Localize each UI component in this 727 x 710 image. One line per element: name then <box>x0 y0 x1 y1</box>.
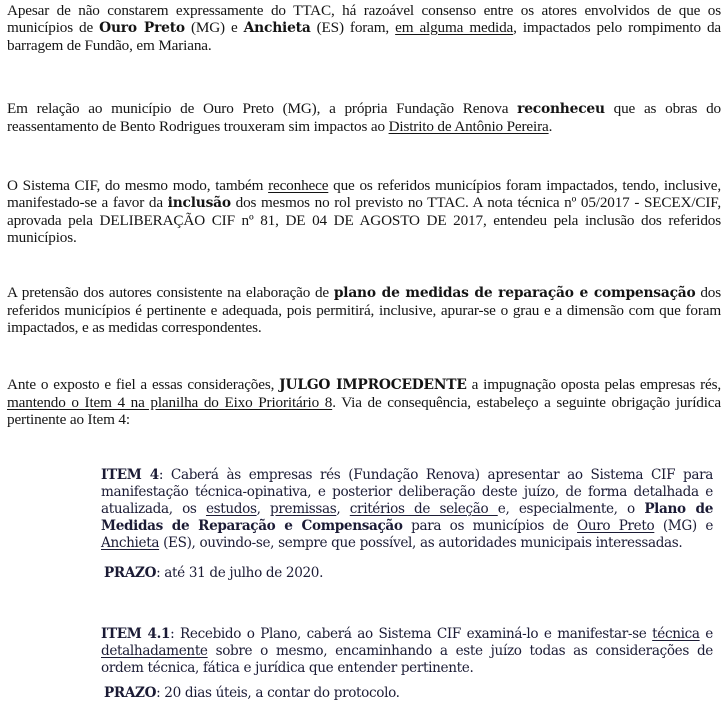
prazo-item-4-1 <box>104 685 716 702</box>
text: (MG) e <box>654 518 714 534</box>
text: A pretensão dos autores consistente na elaboração de <box>7 284 334 301</box>
underline-anchieta: Anchieta <box>101 535 160 551</box>
underline-detalhadamente: detalhadamente <box>101 643 208 659</box>
prazo-text: : 20 dias úteis, a contar do protocolo. <box>156 685 400 701</box>
bold-plano-medidas: Plano de Medidas de Reparação e Compensação <box>101 501 713 534</box>
underline-distrito: Distrito de Antônio Pereira <box>388 118 549 135</box>
text: (MG) e <box>184 19 244 36</box>
underline-estudos: estudos <box>205 501 257 517</box>
item-4-1-obligation <box>101 626 713 677</box>
paragraph-julgamento <box>7 376 721 428</box>
underline-reconhece: reconhece <box>268 177 329 194</box>
bold-reconheceu: reconheceu <box>517 101 605 117</box>
text: Apesar de não constarem expressamente do TTAC, há razoável consenso entre os atores envolvidos de que os municípios de <box>7 2 721 36</box>
text: , <box>336 501 350 517</box>
paragraph-sistema-cif <box>7 177 721 246</box>
text: (ES) foram, <box>310 19 396 36</box>
text: a impugnação oposta pelas empresas rés, <box>466 376 721 393</box>
text: dos mesmos no rol previsto no TTAC. A nota técnica nº 05/2017 - SECEX/CIF, aprovada pela DELIBERAÇÃO CIF nº 81, DE 04 DE AGOSTO DE 2017, entendeu pela inclusão dos referidos municípios. <box>7 194 722 246</box>
text: . Via de consequência, estabeleço a seguinte obrigação jurídica pertinente ao Item 4: <box>7 394 721 428</box>
text: (ES), ouvindo-se, sempre que possível, as autoridades municipais interessadas. <box>159 535 683 551</box>
text: Em relação ao município de Ouro Preto (MG), a própria Fundação Renova <box>7 100 518 117</box>
text: dos referidos municípios é pertinente e adequada, pois permitirá, inclusive, apurar-se o grau e a dimensão com que foram impactados, e as medidas correspondentes. <box>7 284 722 336</box>
item-4-label: ITEM 4 <box>101 467 159 483</box>
bold-plano: plano de medidas de reparação e compensação <box>333 285 696 301</box>
bold-anchieta: Anchieta <box>243 20 311 36</box>
text: Ante o exposto e fiel a essas considerações, <box>7 376 280 393</box>
prazo-item-4 <box>104 565 716 582</box>
paragraph-ouro-preto <box>7 100 721 135</box>
item-4-obligation <box>101 467 713 552</box>
underline-em-alguma-medida: em alguma medida <box>395 19 514 36</box>
text: para os municípios de <box>402 518 578 534</box>
text: que os referidos municípios foram impactados, tendo, inclusive, manifestado-se a favor da <box>7 177 721 211</box>
bold-inclusao: inclusão <box>167 195 231 211</box>
item-4-1-label: ITEM 4.1 <box>101 626 171 642</box>
text: e <box>699 626 713 642</box>
text: : Caberá às empresas rés (Fundação Renova) apresentar ao Sistema CIF para manifestação técnica-opinativa, e posterior deliberação deste juízo, de forma detalhada e atualizada, os <box>101 467 713 517</box>
text: : Recebido o Plano, caberá ao Sistema CIF examiná-lo e manifestar-se <box>170 626 653 642</box>
underline-criterios: critérios de seleção <box>349 501 498 517</box>
prazo-text: : até 31 de julho de 2020. <box>156 565 324 581</box>
bold-julgo-improcedente: JULGO IMPROCEDENTE <box>279 377 467 393</box>
text: . <box>548 118 553 135</box>
text: e, especialmente, o <box>497 501 645 517</box>
prazo-label: PRAZO <box>104 685 157 701</box>
text: sobre o mesmo, encaminhando a este juízo todas as considerações de ordem técnica, fática e jurídica que entender pertinente. <box>101 643 713 676</box>
text: , <box>256 501 271 517</box>
underline-premissas: premissas <box>270 501 337 517</box>
text: que as obras do reassentamento de Bento Rodrigues trouxeram sim impactos ao <box>7 100 722 135</box>
paragraph-consensus <box>7 2 721 54</box>
text: O Sistema CIF, do mesmo modo, também <box>7 177 269 194</box>
underline-tecnica: técnica <box>652 626 700 642</box>
underline-ouro-preto: Ouro Preto <box>577 518 655 534</box>
text: , impactados pelo rompimento da barragem de Fundão, em Mariana. <box>7 19 721 54</box>
prazo-label: PRAZO <box>104 565 157 581</box>
bold-ouro-preto: Ouro Preto <box>99 20 185 36</box>
underline-mantendo-item: mantendo o Item 4 na planilha do Eixo Prioritário 8 <box>7 394 333 411</box>
paragraph-pretensao <box>7 284 721 336</box>
